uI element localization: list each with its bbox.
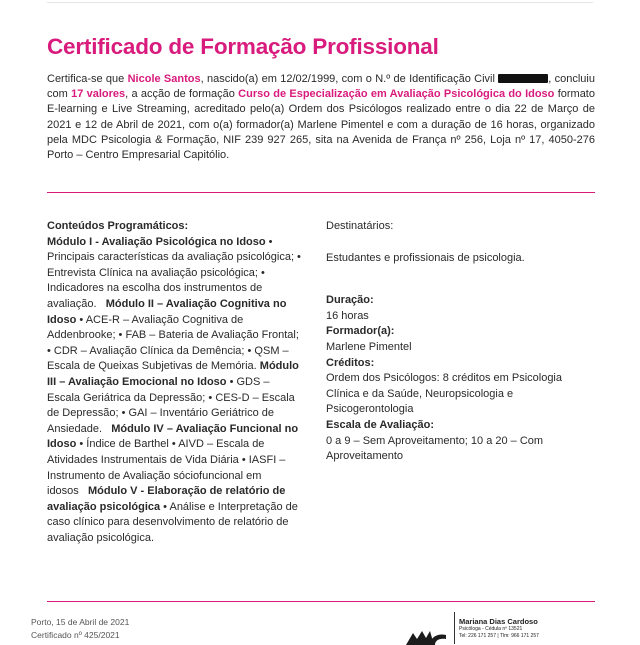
certificate-title: Certificado de Formação Profissional xyxy=(47,34,439,59)
details-column xyxy=(326,219,591,465)
certificate-number: Certificado nº 425/2021 xyxy=(31,630,120,640)
grading-scale-value: 0 a 9 – Sem Aproveitamento; 10 a 20 – Com Aproveitamento xyxy=(326,434,544,463)
audience-value: Estudantes e profissionais de psicologia. xyxy=(326,251,525,264)
signatory-contacts: Tel: 226 171 257 | Tlm: 966 171 257 xyxy=(459,632,539,639)
syllabus-body: Módulo I - Avaliação Psicológica no Idoso • Principais características da avaliação psicológica; • Entrevista Clínica na avaliação psicológica; • Indicadores na escolha dos instrumentos de avaliação. Módulo II – Avaliação Cognitiva no Idoso • ACE-R – Avaliação Cognitiva de Addenbrooke; • FAB – Bateria de Avaliação Frontal; • CDR – Avaliação Clínica da Demência; • QSM – Escala de Queixas Subjetivas de Memória. Módulo III – Avaliação Emocional no Idoso • GDS – Escala Geriátrica da Depressão; • CES-D – Escala de Depressão; • GAI – Inventário Geriátrico de Ansiedade. Módulo IV – Avaliação Funcional no Idoso • Índice de Barthel • AIVD – Escala de Atividades Instrumentais de Vida Diária • IASFI – Instrumento de Avaliação sóciofuncional em idosos Módulo V - Elaboração de relatório de avaliação psicológica • Análise e Interpretação de caso clínico para desenvolvimento de relatório de avaliação psicológica. xyxy=(47,235,301,544)
redacted-id xyxy=(498,74,548,83)
module-4-title: Módulo IV – Avaliação Funcional no Idoso xyxy=(47,422,299,451)
signatory-credential: Psicóloga - Cédula nº 13521 xyxy=(459,626,523,632)
credits-label: Créditos: xyxy=(326,356,375,369)
syllabus-heading: Conteúdos Programáticos: xyxy=(47,220,189,232)
footer-divider xyxy=(47,601,595,602)
issue-place-date: Porto, 15 de Abril de 2021 xyxy=(31,617,130,627)
footer xyxy=(31,616,129,642)
trainer-value: Marlene Pimentel xyxy=(326,340,412,353)
module-2-title: Módulo II – Avaliação Cognitiva no Idoso xyxy=(47,297,287,326)
trainee-name: Nicole Santos xyxy=(127,73,201,85)
certificate-statement: Certifica-se que Nicole Santos, nascido(a) em 12/02/1999, com o N.º de Identificação Civil , concluiu com 17 valores, a acção de formação Curso de Especialização em Avaliação Psicológica do Idoso formato E-learning e Live Streaming, acreditado pelo(a) Ordem dos Psicólogos realizado entre o dia 22 de Março de 2021 e 12 de Abril de 2021, com o(a) formador(a) Marlene Pimentel e com a duração de 16 horas, organizado pela MDC Psicologia & Formação, NIF 239 927 265, sita na Avenida de França nº 256, Loja nº 17, 4050-276 Porto – Centro Empresarial Capitólio. xyxy=(47,73,595,162)
duration-label: Duração: xyxy=(326,294,374,307)
audience-label: Destinatários: xyxy=(326,220,394,232)
section-divider xyxy=(47,192,595,193)
credits-value: Ordem dos Psicólogos: 8 créditos em Psicologia Clínica e da Saúde, Neuropsicologia e Psicogerontologia xyxy=(326,372,562,416)
module-5-title: Módulo V - Elaboração de relatório de avaliação psicológica xyxy=(47,485,286,513)
signature-block xyxy=(459,617,539,639)
syllabus-column xyxy=(47,219,305,546)
module-1-title: Módulo I - Avaliação Psicológica no Idoso xyxy=(47,235,266,248)
course-name: Curso de Especialização em Avaliação Psicológica do Idoso xyxy=(238,88,555,101)
grading-scale-label: Escala de Avaliação: xyxy=(326,418,435,431)
signature-rule xyxy=(454,612,455,644)
module-3-title: Módulo III – Avaliação Emocional no Idoso xyxy=(47,360,299,388)
signatory-name: Mariana Dias Cardoso xyxy=(459,617,538,626)
trainer-label: Formador(a): xyxy=(326,325,395,338)
final-grade: 17 valores xyxy=(71,88,126,101)
mdc-logo-icon xyxy=(404,625,448,645)
top-rule xyxy=(47,2,593,3)
duration-value: 16 horas xyxy=(326,309,369,322)
